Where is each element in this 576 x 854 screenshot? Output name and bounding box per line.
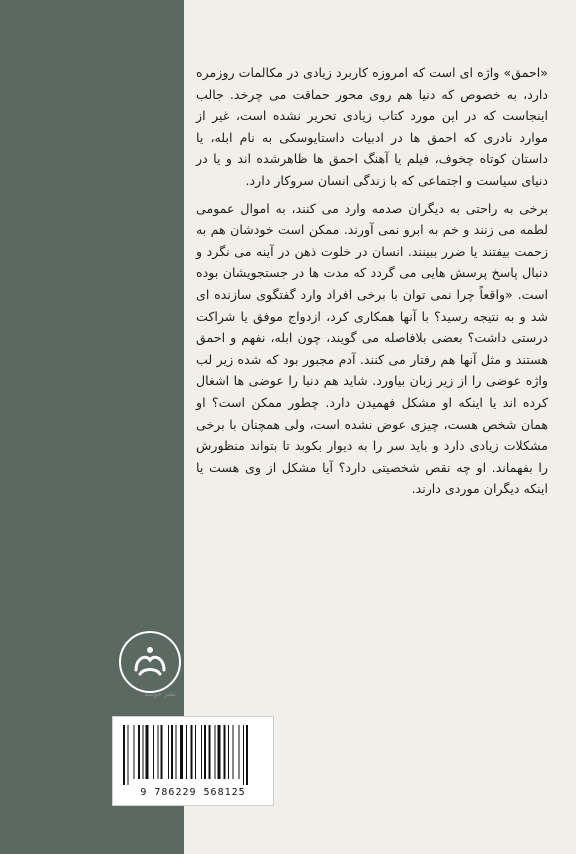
blurb-paragraph-2: برخی به راحتی به دیگران صدمه وارد می کنند، به اموال عمومی لطمه می زنند و خم به ابرو نمی آورند. ممکن است خودشان هم به زحمت بیفتند یا ضرر ببینند. انسان در خلوت ذهن در آینه می نگرد و دنبال پاسخ پرسش هایی می گردد که مدت ها در جستجویشان بوده است. «واقعاً چرا نمی توان با برخی افراد وارد گفتگوی سازنده ای شد و به نتیجه رسید؟ با آنها همکاری کرد، ازدواج موفق یا شراکت درستی داشت؟ بعضی بلافاصله می گویند، چون ابله، نفهم و احمق هستند و مثل آنها هم رفتار می کنند. آدم مجبور بود که شده زیر لب واژه عوضی را از زیر زبان بیاورد. شاید هم دنیا را عوضی ها اشغال کرده اند یا اینکه او مشکل فهمیدن دارد. چطور ممکن است؟ او همان شخص هست، چیزی عوض نشده است، ولی همچنان با برخی مشکلات زیادی دارد و باید سر را به دیوار بکوبد تا بتواند منظورش را بفهماند. او چه نقص شخصیتی دارد؟ آیا مشکل از وی هست یا اینکه دیگران موردی دارند. bbox=[196, 200, 548, 497]
isbn-number: 9 786229 568125 bbox=[140, 787, 246, 798]
publisher-name: نشر خوسد bbox=[144, 690, 176, 698]
isbn-barcode bbox=[112, 716, 274, 806]
barcode-bars bbox=[121, 725, 265, 785]
publisher-logo-icon bbox=[116, 628, 184, 696]
blurb-paragraph-1: «احمق» واژه ای است که امروزه کاربرد زیادی در مکالمات روزمره دارد، به خصوص که دنیا هم روی محور حماقت می چرخد. جالب اینجاست که در این مورد کتاب زیادی تحریر نشده است، غیر از موارد نادری که احمق ها در ادبیات داستایوسکی به نام ابله، یا داستان کوتاه چخوف، فیلم یا آهنگ احمق ها ظاهرشده اند و یا در دنیای سیاست و اجتماعی که با زندگی انسان سروکار دارد. bbox=[196, 65, 548, 188]
blurb-text bbox=[196, 62, 548, 500]
